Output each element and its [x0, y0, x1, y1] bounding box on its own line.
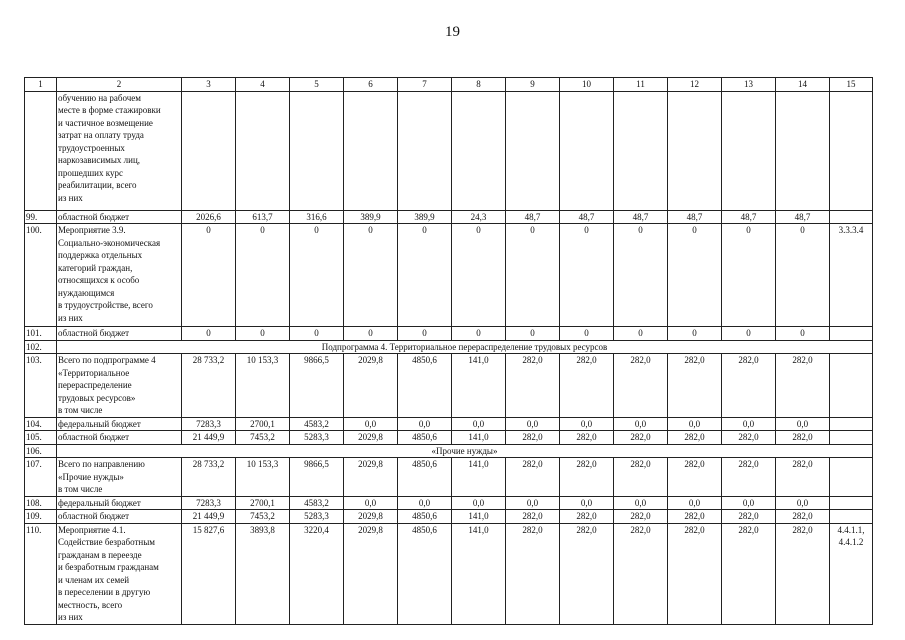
row-index-cell: 104. [25, 417, 57, 431]
column-number-cell: 6 [344, 78, 398, 92]
value-cell: 0 [776, 224, 830, 327]
value-cell: 0,0 [722, 496, 776, 510]
column-number-row [25, 78, 873, 92]
value-cell: 0 [398, 224, 452, 327]
value-cell: 282,0 [722, 510, 776, 524]
value-cell: 613,7 [236, 210, 290, 224]
column-number-cell: 3 [182, 78, 236, 92]
column-number-cell: 10 [560, 78, 614, 92]
value-cell: 316,6 [290, 210, 344, 224]
reference-code-cell [830, 496, 873, 510]
value-cell: 0 [614, 224, 668, 327]
value-cell: 282,0 [506, 354, 560, 418]
value-cell: 0 [668, 224, 722, 327]
value-cell: 2029,8 [344, 523, 398, 624]
value-cell: 282,0 [668, 523, 722, 624]
section-row [25, 340, 873, 354]
value-cell: 0 [182, 224, 236, 327]
value-cell: 15 827,6 [182, 523, 236, 624]
table-row [25, 458, 873, 497]
value-cell [668, 91, 722, 210]
value-cell [344, 91, 398, 210]
value-cell: 282,0 [776, 523, 830, 624]
value-cell: 0 [344, 224, 398, 327]
value-cell: 3893,8 [236, 523, 290, 624]
value-cell: 282,0 [614, 431, 668, 445]
value-cell: 282,0 [668, 431, 722, 445]
value-cell: 282,0 [722, 431, 776, 445]
description-cell: федеральный бюджет [57, 496, 182, 510]
value-cell: 0,0 [614, 417, 668, 431]
value-cell: 0 [452, 327, 506, 341]
column-number-cell: 12 [668, 78, 722, 92]
column-number-cell: 14 [776, 78, 830, 92]
value-cell [776, 91, 830, 210]
value-cell: 282,0 [560, 510, 614, 524]
value-cell: 0,0 [668, 417, 722, 431]
column-number-cell: 5 [290, 78, 344, 92]
description-cell: областной бюджет [57, 431, 182, 445]
table-row [25, 496, 873, 510]
table-row [25, 417, 873, 431]
value-cell: 0 [182, 327, 236, 341]
value-cell: 0 [668, 327, 722, 341]
description-cell: Всего по подпрограмме 4 «Территориальное перераспределение трудовых ресурсов» в том числе [57, 354, 182, 418]
description-cell: областной бюджет [57, 327, 182, 341]
value-cell: 0 [236, 224, 290, 327]
value-cell: 141,0 [452, 354, 506, 418]
reference-code-cell: 3.3.3.4 [830, 224, 873, 327]
value-cell: 0,0 [398, 417, 452, 431]
column-number-cell: 9 [506, 78, 560, 92]
description-cell: Мероприятие 3.9. Социально-экономическая поддержка отдельных категорий граждан, относящихся к особо нуждающимся в трудоустройстве, всего из них [57, 224, 182, 327]
reference-code-cell [830, 210, 873, 224]
value-cell: 7283,3 [182, 496, 236, 510]
value-cell: 282,0 [614, 458, 668, 497]
row-index-cell: 100. [25, 224, 57, 327]
section-title-cell: Подпрограмма 4. Территориальное перераспределение трудовых ресурсов [57, 340, 873, 354]
column-number-cell: 15 [830, 78, 873, 92]
value-cell: 0 [236, 327, 290, 341]
value-cell: 10 153,3 [236, 458, 290, 497]
column-number-cell: 13 [722, 78, 776, 92]
column-number-cell: 11 [614, 78, 668, 92]
value-cell [506, 91, 560, 210]
description-cell: Мероприятие 4.1. Содействие безработным гражданам в переезде и безработным гражданам и членам их семей в переселении в другую местность, всего из них [57, 523, 182, 624]
value-cell: 5283,3 [290, 431, 344, 445]
value-cell: 282,0 [668, 458, 722, 497]
description-cell: Всего по направлению «Прочие нужды» в том числе [57, 458, 182, 497]
value-cell: 282,0 [614, 510, 668, 524]
value-cell: 48,7 [722, 210, 776, 224]
value-cell: 21 449,9 [182, 431, 236, 445]
value-cell: 0 [722, 327, 776, 341]
row-index-cell: 101. [25, 327, 57, 341]
value-cell: 282,0 [776, 431, 830, 445]
value-cell: 2029,8 [344, 458, 398, 497]
value-cell: 282,0 [560, 431, 614, 445]
table-row [25, 431, 873, 445]
value-cell: 389,9 [344, 210, 398, 224]
value-cell [182, 91, 236, 210]
reference-code-cell [830, 510, 873, 524]
value-cell: 0,0 [344, 496, 398, 510]
table-row [25, 510, 873, 524]
value-cell: 2029,8 [344, 431, 398, 445]
row-index-cell: 103. [25, 354, 57, 418]
value-cell: 0,0 [452, 417, 506, 431]
value-cell: 282,0 [722, 354, 776, 418]
value-cell: 389,9 [398, 210, 452, 224]
row-index-cell: 106. [25, 444, 57, 458]
value-cell: 4850,6 [398, 523, 452, 624]
value-cell: 0,0 [506, 496, 560, 510]
value-cell [290, 91, 344, 210]
value-cell: 0 [614, 327, 668, 341]
value-cell [236, 91, 290, 210]
value-cell: 0,0 [560, 417, 614, 431]
row-index-cell: 108. [25, 496, 57, 510]
table-row [25, 91, 873, 210]
value-cell: 282,0 [722, 458, 776, 497]
column-number-cell: 4 [236, 78, 290, 92]
row-index-cell: 107. [25, 458, 57, 497]
value-cell: 0 [290, 224, 344, 327]
description-cell: федеральный бюджет [57, 417, 182, 431]
value-cell: 24,3 [452, 210, 506, 224]
value-cell: 28 733,2 [182, 354, 236, 418]
value-cell: 7453,2 [236, 510, 290, 524]
description-cell: областной бюджет [57, 510, 182, 524]
value-cell: 282,0 [506, 431, 560, 445]
value-cell: 0 [452, 224, 506, 327]
value-cell: 0 [560, 327, 614, 341]
value-cell: 7453,2 [236, 431, 290, 445]
value-cell: 282,0 [506, 458, 560, 497]
row-index-cell: 99. [25, 210, 57, 224]
value-cell [614, 91, 668, 210]
value-cell: 0,0 [506, 417, 560, 431]
value-cell: 282,0 [506, 523, 560, 624]
value-cell: 282,0 [614, 354, 668, 418]
value-cell: 2029,8 [344, 510, 398, 524]
value-cell: 282,0 [560, 523, 614, 624]
value-cell: 2700,1 [236, 417, 290, 431]
value-cell: 28 733,2 [182, 458, 236, 497]
table-row [25, 210, 873, 224]
section-title-cell: «Прочие нужды» [57, 444, 873, 458]
column-number-cell: 2 [57, 78, 182, 92]
value-cell: 0,0 [614, 496, 668, 510]
value-cell: 10 153,3 [236, 354, 290, 418]
value-cell: 282,0 [776, 458, 830, 497]
value-cell: 282,0 [668, 354, 722, 418]
row-index-cell [25, 91, 57, 210]
value-cell: 0 [506, 224, 560, 327]
value-cell [722, 91, 776, 210]
value-cell: 0 [506, 327, 560, 341]
value-cell: 282,0 [776, 510, 830, 524]
table-row [25, 523, 873, 624]
table-row [25, 224, 873, 327]
value-cell: 0 [290, 327, 344, 341]
value-cell: 0,0 [776, 417, 830, 431]
table-row [25, 354, 873, 418]
reference-code-cell [830, 354, 873, 418]
value-cell: 141,0 [452, 510, 506, 524]
value-cell: 2700,1 [236, 496, 290, 510]
column-number-cell: 8 [452, 78, 506, 92]
value-cell: 21 449,9 [182, 510, 236, 524]
table-row [25, 327, 873, 341]
value-cell: 0,0 [452, 496, 506, 510]
value-cell: 48,7 [560, 210, 614, 224]
value-cell [560, 91, 614, 210]
value-cell: 4850,6 [398, 431, 452, 445]
value-cell: 4583,2 [290, 496, 344, 510]
value-cell: 282,0 [560, 354, 614, 418]
value-cell: 0,0 [398, 496, 452, 510]
reference-code-cell [830, 417, 873, 431]
value-cell: 2029,8 [344, 354, 398, 418]
value-cell: 141,0 [452, 458, 506, 497]
row-index-cell: 102. [25, 340, 57, 354]
value-cell: 0 [722, 224, 776, 327]
value-cell: 282,0 [722, 523, 776, 624]
budget-table [24, 77, 873, 625]
column-number-cell: 1 [25, 78, 57, 92]
reference-code-cell [830, 91, 873, 210]
value-cell: 4583,2 [290, 417, 344, 431]
value-cell: 0,0 [560, 496, 614, 510]
row-index-cell: 109. [25, 510, 57, 524]
value-cell: 141,0 [452, 523, 506, 624]
row-index-cell: 110. [25, 523, 57, 624]
section-row [25, 444, 873, 458]
value-cell: 0 [776, 327, 830, 341]
value-cell: 4850,6 [398, 354, 452, 418]
value-cell: 4850,6 [398, 458, 452, 497]
column-number-cell: 7 [398, 78, 452, 92]
value-cell: 9866,5 [290, 458, 344, 497]
value-cell: 48,7 [668, 210, 722, 224]
value-cell: 4850,6 [398, 510, 452, 524]
value-cell: 9866,5 [290, 354, 344, 418]
description-cell: областной бюджет [57, 210, 182, 224]
value-cell [398, 91, 452, 210]
value-cell [452, 91, 506, 210]
reference-code-cell [830, 458, 873, 497]
value-cell: 282,0 [668, 510, 722, 524]
value-cell: 0,0 [776, 496, 830, 510]
value-cell: 0,0 [668, 496, 722, 510]
reference-code-cell [830, 327, 873, 341]
value-cell: 282,0 [506, 510, 560, 524]
value-cell: 48,7 [506, 210, 560, 224]
value-cell: 0 [344, 327, 398, 341]
value-cell: 282,0 [614, 523, 668, 624]
value-cell: 0 [560, 224, 614, 327]
value-cell: 5283,3 [290, 510, 344, 524]
reference-code-cell [830, 431, 873, 445]
value-cell: 48,7 [776, 210, 830, 224]
value-cell: 0,0 [344, 417, 398, 431]
page-number: 19 [445, 24, 460, 40]
value-cell: 282,0 [776, 354, 830, 418]
value-cell: 3220,4 [290, 523, 344, 624]
value-cell: 0,0 [722, 417, 776, 431]
value-cell: 2026,6 [182, 210, 236, 224]
value-cell: 0 [398, 327, 452, 341]
reference-code-cell: 4.4.1.1, 4.4.1.2 [830, 523, 873, 624]
value-cell: 48,7 [614, 210, 668, 224]
description-cell: обучению на рабочем месте в форме стажировки и частичное возмещение затрат на оплату труда трудоустроенных наркозависимых лиц, прошедших курс реабилитации, всего из них [57, 91, 182, 210]
value-cell: 7283,3 [182, 417, 236, 431]
value-cell: 141,0 [452, 431, 506, 445]
row-index-cell: 105. [25, 431, 57, 445]
value-cell: 282,0 [560, 458, 614, 497]
